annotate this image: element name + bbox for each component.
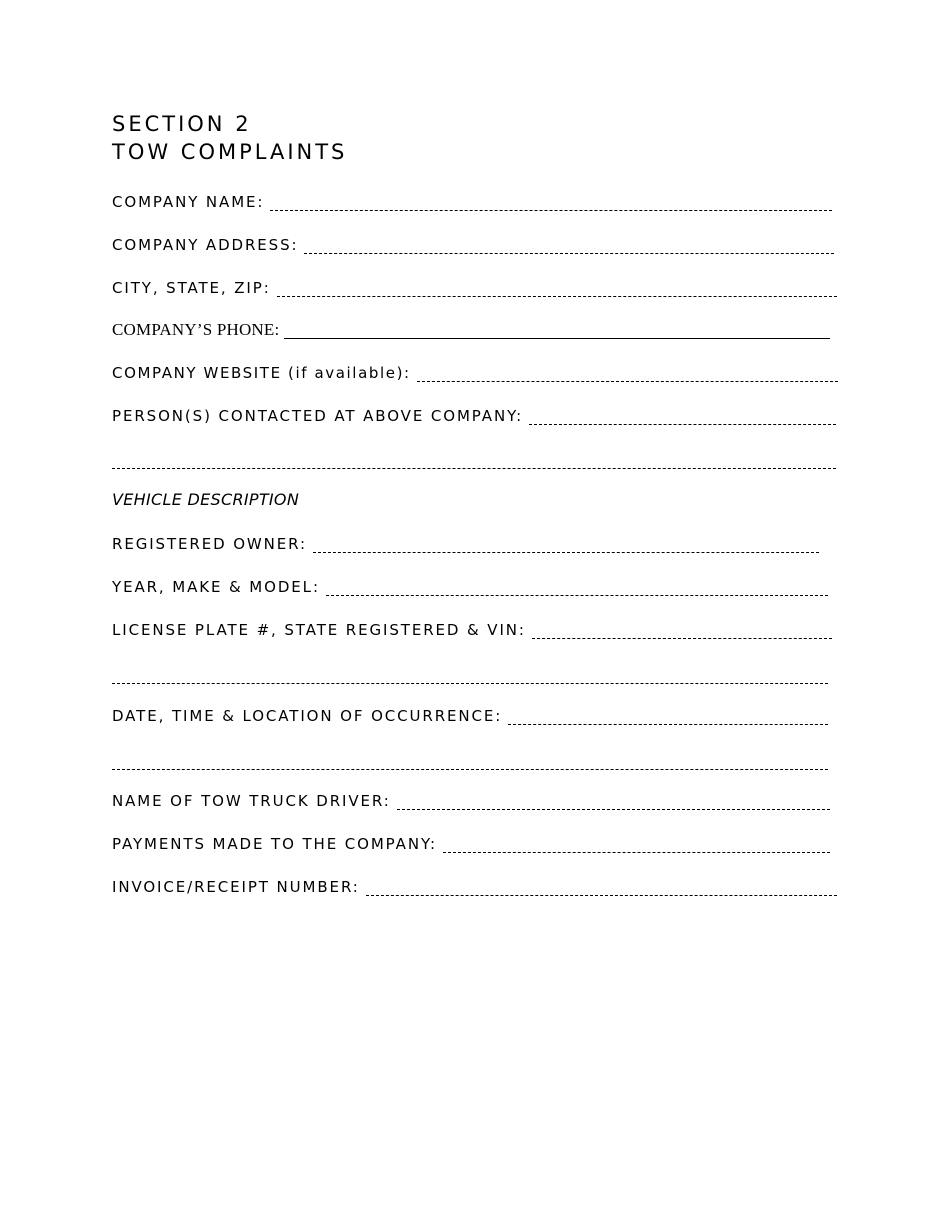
tow-truck-driver-line[interactable] xyxy=(397,809,830,810)
year-make-model-line[interactable] xyxy=(326,595,828,596)
tow-truck-driver-field xyxy=(112,789,830,811)
license-plate-field xyxy=(112,618,832,640)
invoice-receipt-label: INVOICE/RECEIPT NUMBER: xyxy=(112,878,360,896)
persons-contacted-label: PERSON(S) CONTACTED AT ABOVE COMPANY: xyxy=(112,407,524,425)
company-address-line[interactable] xyxy=(304,253,834,254)
occurrence-line[interactable] xyxy=(508,724,828,725)
company-name-line[interactable] xyxy=(270,210,832,211)
registered-owner-label: REGISTERED OWNER: xyxy=(112,535,307,553)
invoice-receipt-line[interactable] xyxy=(366,895,837,896)
year-make-model-label: YEAR, MAKE & MODEL: xyxy=(112,578,320,596)
occurrence-continuation xyxy=(112,749,828,771)
occurrence-label: DATE, TIME & LOCATION OF OCCURRENCE: xyxy=(112,707,503,725)
company-website-label: COMPANY WEBSITE (if available): xyxy=(112,364,411,382)
city-state-zip-line[interactable] xyxy=(277,296,837,297)
registered-owner-line[interactable] xyxy=(313,552,819,553)
section-title: TOW COMPLAINTS xyxy=(112,140,348,164)
city-state-zip-field xyxy=(112,276,837,298)
payments-made-label: PAYMENTS MADE TO THE COMPANY: xyxy=(112,835,437,853)
persons-contacted-line[interactable] xyxy=(529,424,836,425)
year-make-model-field xyxy=(112,575,828,597)
company-name-field xyxy=(112,190,832,212)
company-name-label: COMPANY NAME: xyxy=(112,193,265,211)
company-website-line[interactable] xyxy=(417,381,838,382)
city-state-zip-label: CITY, STATE, ZIP: xyxy=(112,279,271,297)
tow-truck-driver-label: NAME OF TOW TRUCK DRIVER: xyxy=(112,792,391,810)
persons-contacted-line-2[interactable] xyxy=(112,468,836,469)
license-plate-label: LICENSE PLATE #, STATE REGISTERED & VIN: xyxy=(112,621,526,639)
company-website-field xyxy=(112,361,838,383)
payments-made-field xyxy=(112,832,830,854)
payments-made-line[interactable] xyxy=(443,852,830,853)
persons-contacted-continuation xyxy=(112,448,836,470)
vehicle-description-title: VEHICLE DESCRIPTION xyxy=(112,490,300,509)
occurrence-line-2[interactable] xyxy=(112,769,828,770)
section-number: SECTION 2 xyxy=(112,112,252,136)
company-phone-line[interactable] xyxy=(284,338,830,339)
company-phone-label: COMPANY’S PHONE: xyxy=(112,320,280,339)
company-phone-field xyxy=(112,318,830,340)
license-plate-line-2[interactable] xyxy=(112,683,828,684)
license-plate-line[interactable] xyxy=(532,638,832,639)
persons-contacted-field xyxy=(112,404,836,426)
invoice-receipt-field xyxy=(112,875,837,897)
vehicle-description-heading xyxy=(112,488,512,510)
company-address-label: COMPANY ADDRESS: xyxy=(112,236,299,254)
occurrence-field xyxy=(112,704,828,726)
license-plate-continuation xyxy=(112,663,828,685)
registered-owner-field xyxy=(112,532,819,554)
company-address-field xyxy=(112,233,834,255)
